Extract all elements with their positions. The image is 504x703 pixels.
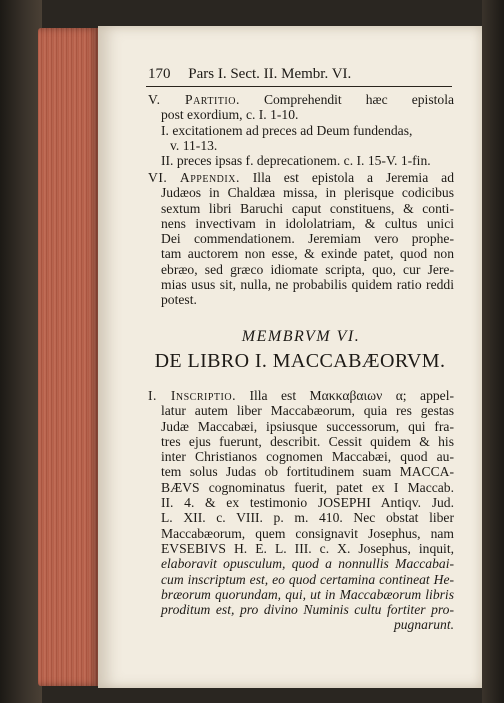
partitio-line-1 xyxy=(148,92,454,107)
page-number: 170 xyxy=(148,66,171,82)
chapter-title: DE LIBRO I. MACCABÆORVM. xyxy=(154,350,446,372)
inscriptio-line: tres ejus fuerunt, describit. Cessit quidem & his xyxy=(161,433,454,449)
appendix-line-1 xyxy=(148,170,454,185)
inscriptio-heading: I. Inscriptio. xyxy=(148,388,236,403)
appendix-line: sextum libri Baruchi caput constituens, & conti- xyxy=(161,200,454,216)
appendix-heading: VI. Appendix. xyxy=(148,170,240,185)
inscriptio-line: inter Christianos cognomen Maccabæi, quod au- xyxy=(161,449,454,465)
partitio-text: Comprehendit hæc epistola xyxy=(263,92,454,107)
inscriptio-line: tem solus Judas ob fortitudinem suam MACCA- xyxy=(161,464,454,480)
inscriptio-line: II. 4. & ex testimonio JOSEPHI Antiqv. Jud. xyxy=(161,495,454,511)
book-cover-right xyxy=(482,0,504,703)
appendix-line: Dei commendationem. Jeremiam vero prophe- xyxy=(161,231,454,247)
appendix-line: tam auctorem non esse, & exinde patet, quod non xyxy=(161,246,454,262)
partitio-line-2: post exordium, c. I. 1-10. xyxy=(161,107,299,123)
inscriptio-quote-line: bræorum quorundam, qui, ut in Maccabæorum libris xyxy=(161,586,454,602)
inscriptio-line: L. XII. c. VIII. p. m. 410. Nec obstat liber xyxy=(161,510,454,526)
book-cover-left xyxy=(0,0,42,703)
appendix-section xyxy=(148,170,454,308)
inscriptio-line: EVSEBIVS H. E. L. III. c. X. Josephus, inquit, xyxy=(161,540,454,556)
running-head xyxy=(148,66,448,83)
inscriptio-line: Judæ Maccabæi, ipsiusque successorum, qui fra- xyxy=(161,418,454,434)
inscriptio-quote-line: elaboravit opusculum, quod a nonnullis Maccabai- xyxy=(161,556,454,572)
running-head-text: Pars I. Sect. II. Membr. VI. xyxy=(188,66,352,82)
appendix-first: Illa est epistola a Jeremia ad xyxy=(252,170,454,185)
inscriptio-line: Maccabæorum, quem consignavit Josephus, nam xyxy=(161,525,454,541)
page-fore-edge xyxy=(38,28,100,686)
partitio-item-1-verses: v. 11-13. xyxy=(170,137,218,153)
appendix-line: potest. xyxy=(161,292,197,308)
appendix-line: nens invectivam in idololatriam, & cultus unici xyxy=(161,215,454,231)
book-page xyxy=(98,26,482,688)
inscriptio-line-1 xyxy=(148,388,454,403)
partitio-item-2: II. preces ipsas f. deprecationem. c. I. 15-V. 1-fin. xyxy=(161,153,431,169)
appendix-line: Judæos in Chaldæa missa, in plerisque codicibus xyxy=(161,185,454,201)
partitio-heading: V. Partitio. xyxy=(148,92,240,107)
header-rule xyxy=(146,86,452,87)
partitio-section xyxy=(148,92,454,168)
inscriptio-quote-line: proditum est, pro divino Numinis cultu fortiter pro- xyxy=(161,602,454,618)
inscriptio-quote-line: cum inscriptum est, eo quod certamina contineat He- xyxy=(161,571,454,587)
inscriptio-first: Illa est Μακκαβαιων α; appel- xyxy=(249,388,454,403)
inscriptio-section xyxy=(148,388,454,633)
inscriptio-line: latur autem liber Maccabæorum, quia res gestas xyxy=(161,403,454,419)
appendix-line: ebræo, sed græco idiomate scripta, quo, cur Jere- xyxy=(161,261,454,277)
membrum-title: MEMBRVM VI. xyxy=(241,328,361,345)
inscriptio-line: BÆVS cognominatus fuerit, patet ex I Maccab. xyxy=(161,479,454,495)
appendix-line: mias usus sit, nulla, ne probabilis quidem ratio reddi xyxy=(161,277,454,293)
inscriptio-last-line: pugnarunt. xyxy=(393,617,454,633)
partitio-item-1: I. excitationem ad preces ad Deum fundendas, xyxy=(161,122,413,138)
